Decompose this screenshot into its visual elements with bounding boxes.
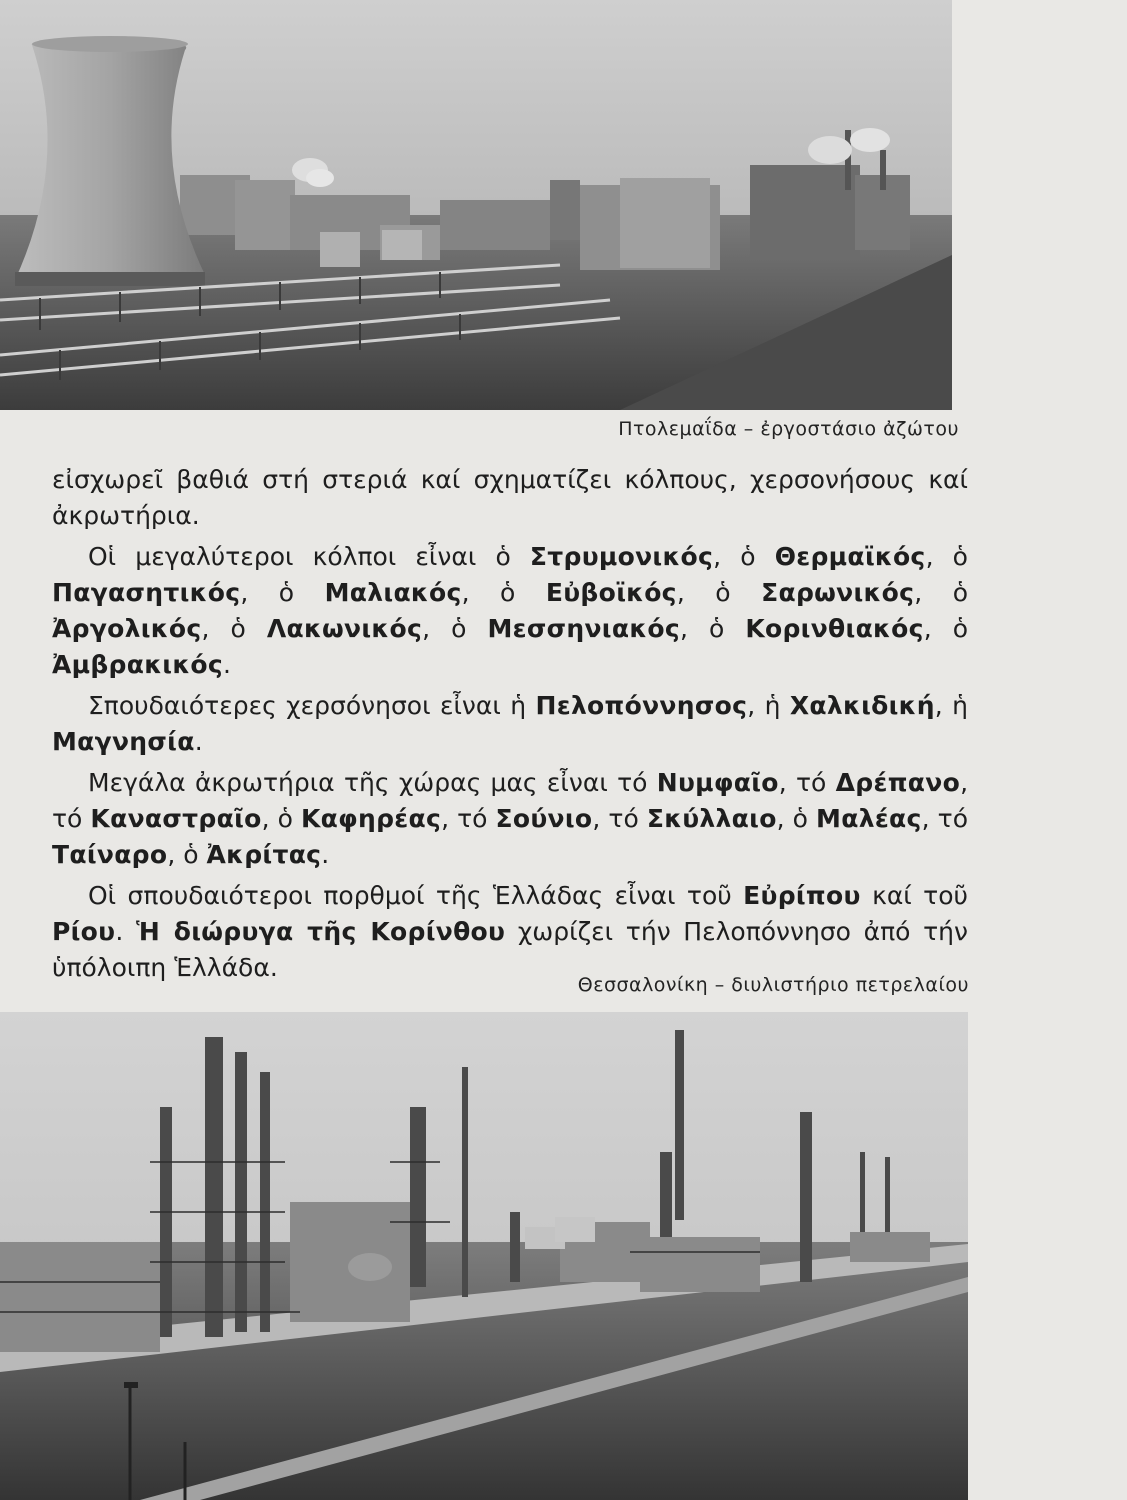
paragraph-capes (52, 765, 968, 873)
oil-refinery-photo (0, 1012, 968, 1500)
gulf-name: Παγασητικός (52, 578, 241, 607)
text-run: , ὁ (240, 578, 325, 607)
text-run: Οἱ σπουδαιότεροι πορθμοί τῆς Ἑλλάδας εἶναι τοῦ (88, 881, 744, 910)
text-run: καί τοῦ (860, 881, 968, 910)
cape-name: Μαλέας (816, 804, 922, 833)
cape-name: Καφηρέας (300, 804, 442, 833)
text-run: , ὁ (914, 578, 968, 607)
text-run: , ὁ (923, 614, 969, 643)
body-text (52, 462, 968, 991)
text-run: , ἡ (747, 691, 790, 720)
nitrogen-factory-photo (0, 0, 952, 410)
photo-caption-bottom: Θεσσαλονίκη – διυλιστήριο πετρελαίου (577, 974, 969, 996)
gulf-name: Θερμαϊκός (774, 542, 926, 571)
strait-name: Εὐρίπου (743, 881, 861, 910)
gulf-name: Μεσσηνιακός (487, 614, 680, 643)
text-run: , ὁ (713, 542, 775, 571)
text-run: . (194, 727, 203, 756)
text-run: , ὁ (461, 578, 546, 607)
cape-name: Ἀκρίτας (206, 840, 322, 869)
gulf-name: Κορινθιακός (745, 614, 924, 643)
canal-name: Ἡ διώρυγα τῆς Κορίνθου (135, 917, 506, 946)
peninsula-name: Χαλκιδική (789, 691, 935, 720)
text-run: Σπουδαιότερες χερσόνησοι εἶναι ἡ (88, 691, 536, 720)
gulf-name: Λακωνικός (266, 614, 423, 643)
gulf-name: Ἀργολικός (52, 614, 202, 643)
text-run: εἰσχωρεῖ βαθιά στή στεριά καί σχηματίζει κόλπους, χερσονήσους καί ἀκρωτήρια. (52, 465, 968, 530)
text-run: , ὁ (679, 614, 746, 643)
text-run: Οἱ μεγαλύτεροι κόλποι εἶναι ὁ (88, 542, 530, 571)
paragraph-peninsulas (52, 688, 968, 760)
gulf-name: Εὐβοϊκός (545, 578, 677, 607)
text-run: , ὁ (422, 614, 488, 643)
text-run: . (222, 650, 231, 679)
peninsula-name: Πελοπόννησος (535, 691, 748, 720)
cape-name: Σούνιο (495, 804, 593, 833)
nitrogen-factory-illustration (0, 0, 952, 410)
oil-refinery-illustration (0, 1012, 968, 1500)
gulf-name: Στρυμονικός (529, 542, 714, 571)
text-run: Μεγάλα ἀκρωτήρια τῆς χώρας μας εἶναι τό (88, 768, 657, 797)
text-run: , ὁ (201, 614, 267, 643)
photo-caption-top: Πτολεμαΐδα – ἐργοστάσιο ἀζώτου (618, 418, 959, 440)
gulf-name: Μαλιακός (324, 578, 462, 607)
cape-name: Δρέπανο (835, 768, 961, 797)
text-run: χωρίζει τήν Πελοπόννησο ἀπό τήν ὑπόλοιπη Ἑλλάδα. (52, 917, 968, 982)
text-run: , τό (592, 804, 647, 833)
strait-name: Ρίου (52, 917, 116, 946)
text-run: , ὁ (167, 840, 207, 869)
gulf-name: Ἀμβρακικός (52, 650, 223, 679)
text-run: , ὁ (925, 542, 968, 571)
text-run: , ἡ (934, 691, 968, 720)
text-run: , ὁ (676, 578, 762, 607)
text-run: , ὁ (261, 804, 301, 833)
cape-name: Νυμφαῖο (656, 768, 779, 797)
text-run: . (115, 917, 136, 946)
cape-name: Σκύλλαιο (646, 804, 777, 833)
text-run: , τό (778, 768, 836, 797)
gulf-name: Σαρωνικός (761, 578, 915, 607)
text-run: , τό (921, 804, 968, 833)
paragraph-gulfs (52, 539, 968, 683)
cape-name: Ταίναρο (52, 840, 168, 869)
paragraph-1 (52, 462, 968, 534)
cape-name: Καναστραῖο (90, 804, 262, 833)
text-run: , ὁ (776, 804, 817, 833)
peninsula-name: Μαγνησία (52, 727, 195, 756)
text-run: , τό (441, 804, 496, 833)
text-run: . (321, 840, 330, 869)
paragraph-straits (52, 878, 968, 986)
text-run: , τό (52, 768, 969, 833)
